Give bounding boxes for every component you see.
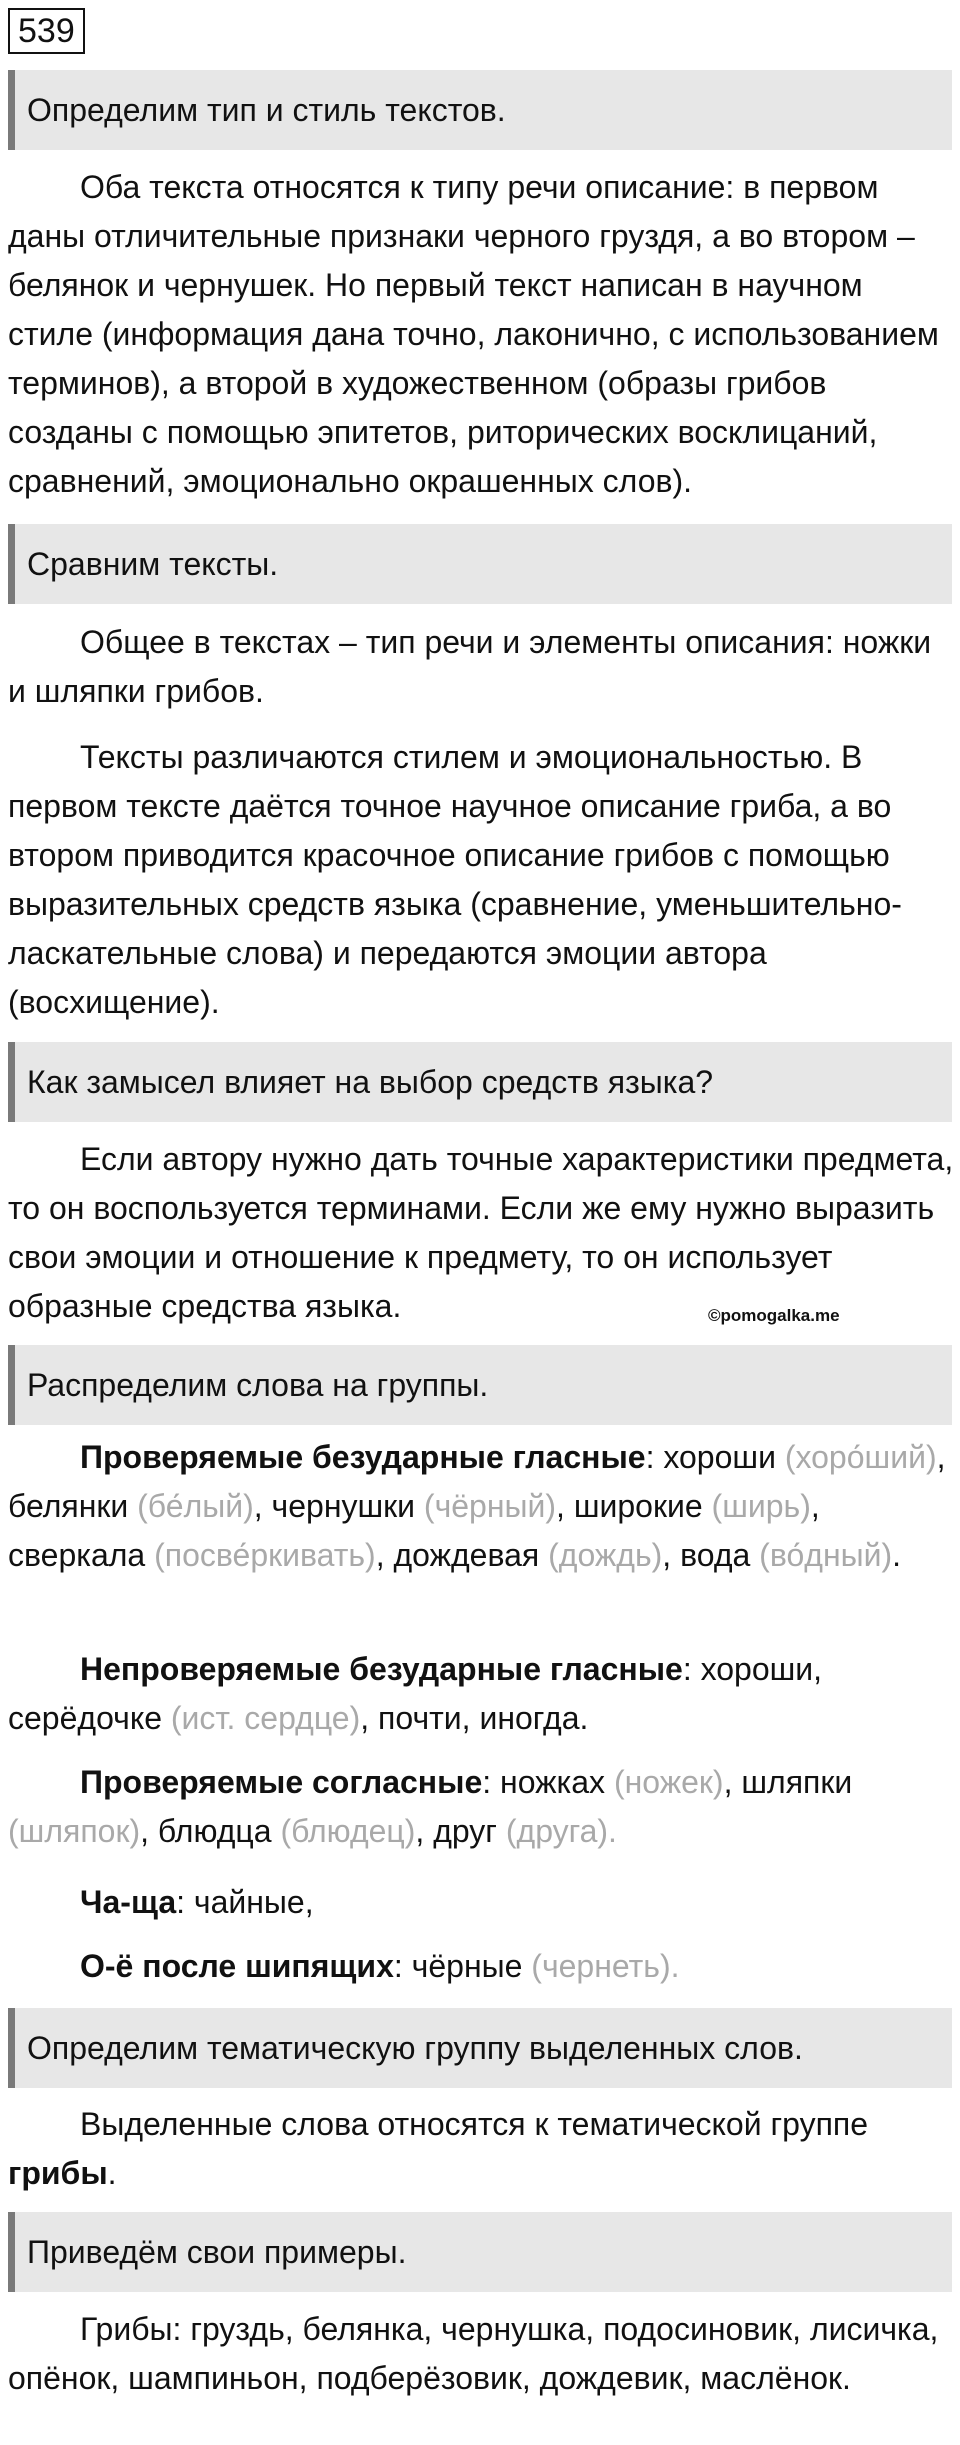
paragraph-intent: Если автору нужно дать точные характеристики предмета, то он воспользуется терминами. Если же ему нужно выразить свои эмоции и отношение к предмету, то он использует образные средства языка. [8, 1141, 954, 1324]
check-word: (бе́лый) [137, 1488, 254, 1524]
paragraph-type-style: Оба текста относятся к типу речи описание: в первом даны отличительные признаки черного груздя, а во втором – белянок и чернушек. Но первый текст написан в научном стиле (информация дана точно, лаконично, с использованием терминов), а второй в художественном (образы грибов созданы с помощью эпитетов, риторических восклицаний, сравнений, эмоционально окрашенных слов). [8, 169, 939, 499]
group-label: Проверяемые согласные [80, 1764, 483, 1800]
word: серёдочке [8, 1700, 162, 1736]
watermark: ©pomogalka.me [708, 1306, 840, 1325]
check-word: (шляпок) [8, 1813, 141, 1849]
word: шляпки [741, 1764, 853, 1800]
check-word: (ножек) [613, 1764, 724, 1800]
word: белянки [8, 1488, 129, 1524]
check-word: (чернеть). [531, 1948, 680, 1984]
check-word: (ист. сердце) [170, 1700, 361, 1736]
group-unchecked-vowels: Непроверяемые безударные гласные: хороши, серёдочке (ист. сердце), почти, иногда. [8, 1651, 823, 1736]
check-word: (посве́ркивать) [154, 1537, 376, 1573]
check-word: (блюдец) [280, 1813, 416, 1849]
check-word: (друга). [505, 1813, 617, 1849]
paragraph-examples: Грибы: груздь, белянка, чернушка, подосиновик, лисичка, опёнок, шампиньон, подберёзовик, дождевик, маслёнок. [8, 2311, 939, 2396]
section-header-thematic: Определим тематическую группу выделенных слов. [8, 2008, 952, 2088]
task-number: 539 [8, 8, 85, 54]
section-header-examples: Приведём свои примеры. [8, 2212, 952, 2292]
group-checked-consonants: Проверяемые согласные: ножках (ножек), шляпки (шляпок), блюдца (блюдец), друг (друга). [8, 1764, 853, 1849]
group-label: Проверяемые безударные гласные [80, 1439, 646, 1475]
paragraph-differences: Тексты различаются стилем и эмоциональностью. В первом тексте даётся точное научное описание гриба, а во втором приводится красочное описание грибов с помощью выразительных средств языка (сравнение, уменьшительно-ласкательные слова) и передаются эмоции автора (восхищение). [8, 739, 902, 1020]
check-word: (ширь) [711, 1488, 811, 1524]
group-cha-scha: Ча-ща: чайные, [80, 1884, 314, 1920]
word: блюдца [157, 1813, 272, 1849]
word: хороши [700, 1651, 814, 1687]
word: хороши [663, 1439, 776, 1475]
word: чайные, [193, 1884, 314, 1920]
section-header-compare: Сравним тексты. [8, 524, 952, 604]
check-word: (хоро́ший) [784, 1439, 937, 1475]
check-word: (во́дный) [759, 1537, 893, 1573]
group-o-yo: О-ё после шипящих: чёрные (чернеть). [80, 1948, 680, 1984]
thematic-text: Выделенные слова относятся к тематической группе [80, 2106, 869, 2142]
paragraph-common: Общее в текстах – тип речи и элементы описания: ножки и шляпки грибов. [8, 624, 932, 709]
section-header-type-style: Определим тип и стиль текстов. [8, 70, 952, 150]
word: друг [433, 1813, 497, 1849]
word: почти [378, 1700, 462, 1736]
paragraph-thematic: Выделенные слова относятся к тематической группе грибы. [8, 2106, 869, 2191]
check-word: (дождь) [548, 1537, 663, 1573]
word: чёрные [411, 1948, 523, 1984]
thematic-bold: грибы [8, 2155, 108, 2191]
word: иногда [479, 1700, 580, 1736]
section-header-intent: Как замысел влияет на выбор средств языка? [8, 1042, 952, 1122]
word: чернушки [271, 1488, 416, 1524]
group-label: Ча-ща [80, 1884, 177, 1920]
check-word: (чёрный) [423, 1488, 557, 1524]
word: широкие [573, 1488, 703, 1524]
group-label: Непроверяемые безударные гласные [80, 1651, 683, 1687]
group-label: О-ё после шипящих [80, 1948, 394, 1984]
word: вода [680, 1537, 751, 1573]
word: сверкала [8, 1537, 146, 1573]
group-checked-vowels: Проверяемые безударные гласные: хороши (хоро́ший), белянки (бе́лый), чернушки (чёрный), широкие (ширь), сверкала (посве́ркивать), дождевая (дождь), вода (во́дный). [8, 1439, 946, 1573]
section-header-groups: Распределим слова на группы. [8, 1345, 952, 1425]
word: дождевая [393, 1537, 540, 1573]
word: ножках [500, 1764, 606, 1800]
